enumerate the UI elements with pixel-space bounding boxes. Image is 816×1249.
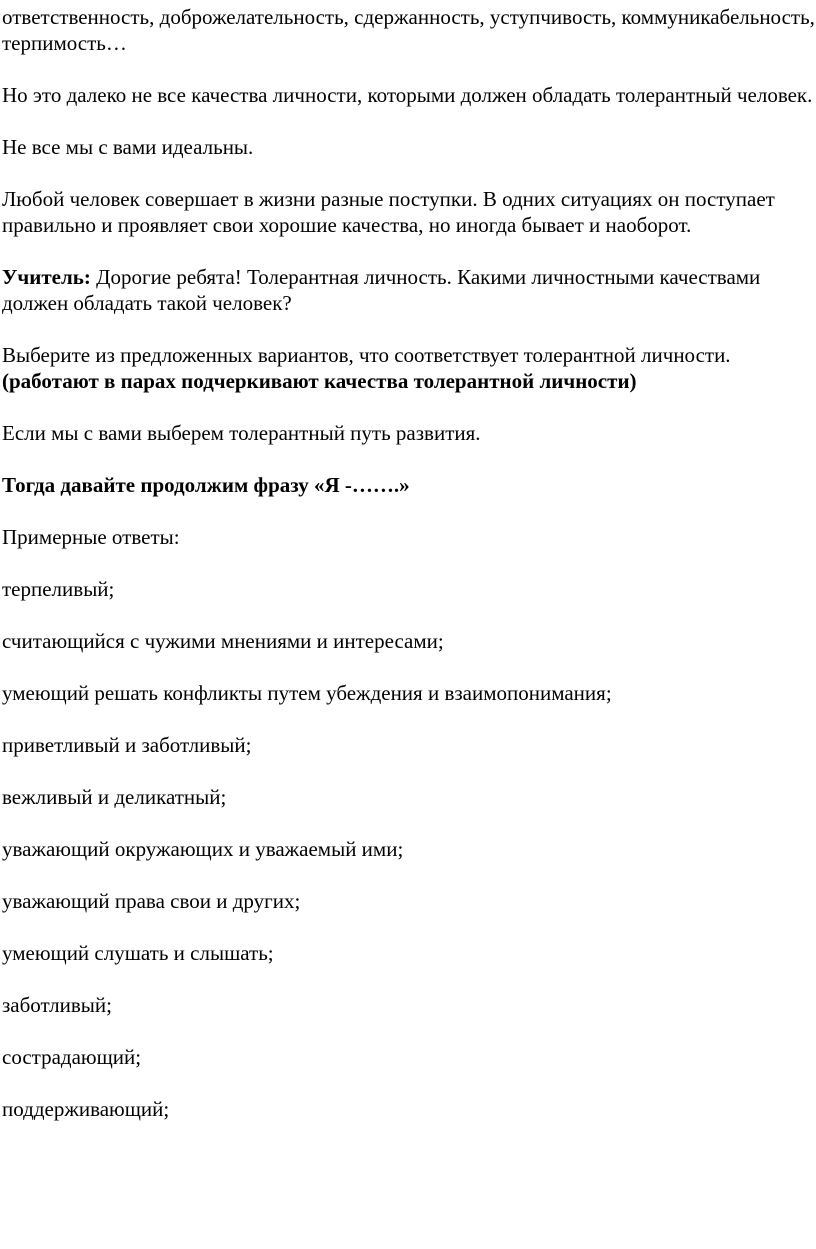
task-note: (работают в парах подчеркивают качества толерантной личности) [2, 369, 637, 393]
paragraph-sample-answers: Примерные ответы: [2, 525, 180, 549]
answer-item: поддерживающий; [2, 1097, 170, 1121]
answer-item: сострадающий; [2, 1045, 142, 1069]
answer-item: считающийся с чужими мнениями и интересами; [2, 629, 444, 653]
paragraph-continue-phrase: Тогда давайте продолжим фразу «Я -…….» [2, 473, 410, 497]
task-text: Выберите из предложенных вариантов, что соответствует толерантной личности. [2, 343, 731, 367]
answer-item: умеющий решать конфликты путем убеждения и взаимопонимания; [2, 681, 612, 705]
paragraph-actions: Любой человек совершает в жизни разные поступки. В одних ситуациях он поступает правильно и проявляет свои хорошие качества, но иногда бывает и наоборот. [2, 187, 775, 237]
paragraph-tolerant-path: Если мы с вами выберем толерантный путь развития. [2, 421, 481, 445]
teacher-label: Учитель: [2, 265, 91, 289]
answer-item: заботливый; [2, 993, 112, 1017]
answer-item: приветливый и заботливый; [2, 733, 252, 757]
paragraph-not-ideal: Не все мы с вами идеальны. [2, 135, 254, 159]
paragraph-task [2, 342, 816, 394]
answer-item: умеющий слушать и слышать; [2, 941, 274, 965]
paragraph-qualities-list: ответственность, доброжелательность, сдержанность, уступчивость, коммуникабельность, терпимость… [2, 5, 815, 55]
teacher-question: Дорогие ребята! Толерантная личность. Какими личностными качествами должен обладать такой человек? [2, 265, 761, 315]
paragraph-not-all-qualities: Но это далеко не все качества личности, которыми должен обладать толерантный человек. [2, 83, 813, 107]
paragraph-teacher [2, 264, 816, 316]
answer-item: вежливый и деликатный; [2, 785, 227, 809]
answer-item: терпеливый; [2, 577, 115, 601]
answer-item: уважающий окружающих и уважаемый ими; [2, 837, 404, 861]
answer-item: уважающий права свои и других; [2, 889, 301, 913]
